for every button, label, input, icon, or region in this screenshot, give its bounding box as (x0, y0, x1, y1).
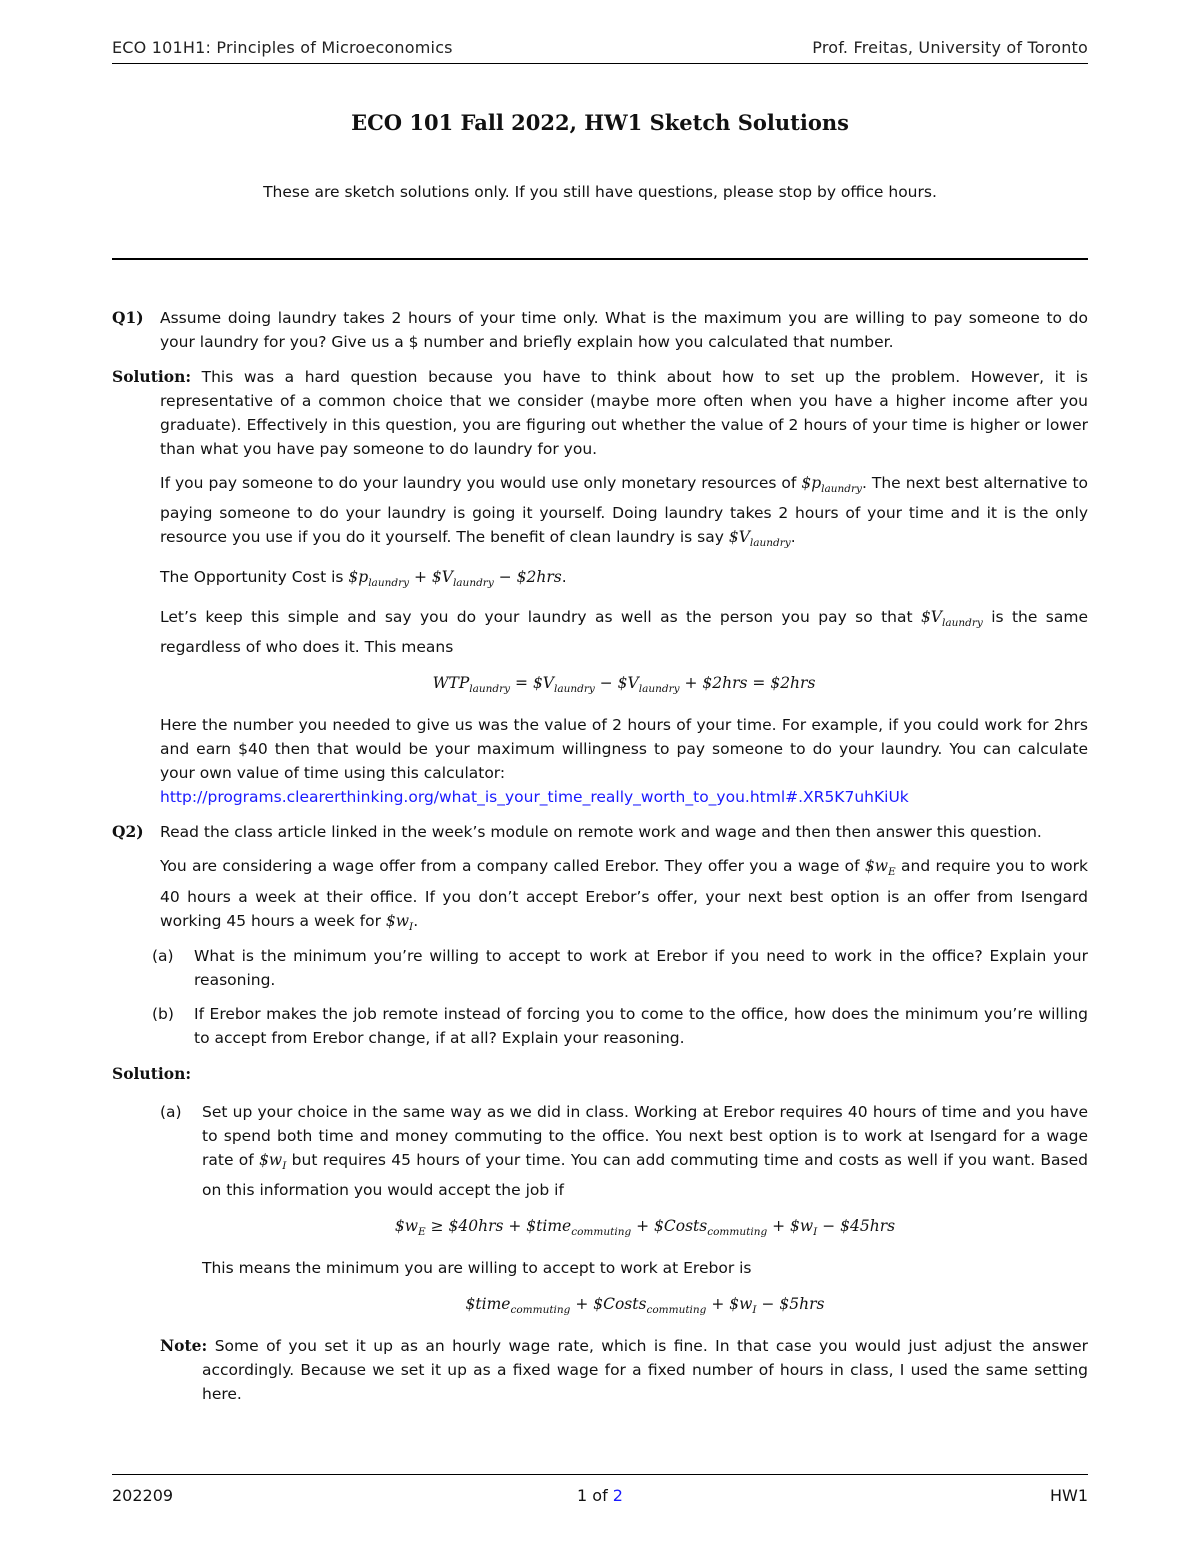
solution-1-p2b: . The next best alternative to paying someone to do your laundry is going it yourself. Doing laundry takes 2 hours of your time and it is the only resource you use if you do it yourself. The benefit of clean laundry is say (160, 474, 1089, 547)
footer-page-total[interactable]: 2 (612, 1486, 623, 1505)
solution-1 (112, 365, 1088, 809)
part-b-text: If Erebor makes the job remote instead of forcing you to come to the office, how does the minimum you’re willing to accept from Erebor change, if at all? Explain your reasoning. (194, 1004, 1088, 1047)
title-rule (112, 258, 1088, 260)
solution-2-label: Solution: (112, 1063, 192, 1083)
part-a-label: (a) (152, 946, 174, 965)
question-2-p1: Read the class article linked in the week’s module on remote work and wage and then then answer this question. (160, 823, 1042, 842)
question-1-text: Assume doing laundry takes 2 hours of your time only. What is the maximum you are willing to pay someone to do your laundry for you? Give us a $ number and briefly explain how you calculated that number. (160, 309, 1088, 351)
calculator-link[interactable] (160, 785, 1088, 809)
note-text: Some of you set it up as an hourly wage rate, which is fine. In that case you would just adjust the answer accordingly. Because we set it up as a fixed wage for a fixed number of hours in class, I used the same setting here. (202, 1336, 1088, 1403)
footer-doc-id: HW1 (1049, 1486, 1088, 1505)
question-2-p2a: You are considering a wage offer from a company called Erebor. They offer you a wage of (160, 857, 865, 876)
accept-condition-equation: $\$w_E$ ≥ $40hrs + $time$_{commuting}$ + $Costs$_{commuting}$ + $\$w_I$ − $45hrs (394, 1216, 896, 1238)
footer-rule (112, 1474, 1088, 1475)
question-2-part-b (152, 1002, 1088, 1050)
page-footer (112, 1486, 1088, 1510)
question-2-part-a (152, 944, 1088, 992)
question-2 (112, 820, 1088, 938)
document-body (112, 306, 1088, 1416)
question-2-p2b: and require you to work 40 hours a week at their office. If you don’t accept Erebor’s offer, your next best option is an offer from Isengard working 45 hours a week for (160, 857, 1088, 930)
solution-2-part-a (160, 1100, 1088, 1322)
solution-1-p2: If you pay someone to do your laundry you would use only monetary resources of $\$p_{laundry}$. The next best alternative to paying someone to do your laundry is going it yourself. Doing laundry takes 2 hours of your time and it is the only resource you use if you do it yourself. The benefit of clean laundry is say $\$V_{laundry}$. (160, 474, 1089, 550)
question-2-p2: You are considering a wage offer from a company called Erebor. They offer you a wage of $\$w_E$ and require you to work 40 hours a week at their office. If you don’t accept Erebor’s offer, your next best option is an offer from Isengard working 45 hours a week for $\$w_I$. (160, 857, 1088, 933)
question-1 (112, 306, 1088, 354)
part-a-text: What is the minimum you’re willing to accept to work at Erebor if you need to work in the office? Explain your reasoning. (194, 946, 1088, 989)
header-rule (112, 63, 1088, 64)
solution-1-label: Solution: (112, 367, 192, 386)
solution-2-a-p1a: Set up your choice in the same way as we did in class. Working at Erebor requires 40 hours of time and you have to spend both time and money commuting to the office. You next best option is to work at Isengard for a wage rate of (202, 1102, 1088, 1169)
page-title: ECO 101 Fall 2022, HW1 Sketch Solutions (351, 110, 849, 135)
solution-1-p5: Here the number you needed to give us was the value of 2 hours of your time. For example, if you could work for 2hrs and earn $40 then that would be your maximum willingness to pay someone to do your laundry. You can calculate your own value of time using this calculator: (160, 716, 1088, 783)
footer-page-number (112, 1486, 1088, 1505)
solution-2-part-a-label: (a) (160, 1102, 182, 1121)
solution-2-a-p1b: but requires 45 hours of your time. You can add commuting time and costs as well if you want. Based on this information you would accept the job if (202, 1150, 1089, 1199)
solution-2-a-p1: Set up your choice in the same way as we did in class. Working at Erebor requires 40 hours of time and you have to spend both time and money commuting to the office. You next best option is to work at Isengard for a wage rate of $\$w_I$ but requires 45 hours of your time. You can add commuting time and costs as well if you want. Based on this information you would accept the job if (202, 1102, 1089, 1199)
footer-page-prefix: 1 of (577, 1486, 613, 1505)
page-subtitle: These are sketch solutions only. If you still have questions, please stop by office hours. (263, 183, 937, 201)
solution-1-p3: The Opportunity Cost is $\$p_{laundry}$ + $\$V_{laundry}$ − $2hrs. (160, 568, 567, 590)
solution-1-p2a: If you pay someone to do your laundry you would use only monetary resources of (160, 474, 802, 492)
solution-1-p4a: Let’s keep this simple and say you do your laundry as well as the person you pay so that (160, 608, 921, 627)
header-instructor: Prof. Freitas, University of Toronto (812, 38, 1088, 57)
solution-2-note (160, 1334, 1088, 1406)
solution-2-a-p2: This means the minimum you are willing to accept to work at Erebor is (202, 1258, 752, 1277)
note-paragraph (160, 1334, 1088, 1406)
solution-1-p3a: The Opportunity Cost is (160, 568, 349, 587)
wtp-equation: $WTP_{laundry}$ = $\$V_{laundry}$ − $\$V_{laundry}$ + $2hrs = $2hrs (432, 674, 816, 696)
calculator-link-text[interactable]: http://programs.clearerthinking.org/what_is_your_time_really_worth_to_you.html#.XR5K7uhKiUk (160, 788, 909, 807)
header-course: ECO 101H1: Principles of Microeconomics (112, 38, 453, 57)
question-2-label: Q2) (112, 822, 144, 842)
solution-1-p1-text: This was a hard question because you have to think about how to set up the problem. However, it is representative of a common choice that we consider (maybe more often when you have a higher income after you graduate). Effectively in this question, you are figuring out whether the value of 2 hours of your time is higher or lower than what you have pay someone to do laundry for you. (160, 368, 1088, 458)
solution-1-p1 (112, 365, 1088, 461)
solution-1-p4: Let’s keep this simple and say you do your laundry as well as the person you pay so that $\$V_{laundry}$ is the same regardless of who does it. This means (160, 608, 1088, 657)
page-header (112, 38, 1088, 62)
part-b-label: (b) (152, 1004, 174, 1023)
question-1-label: Q1) (112, 308, 144, 327)
question-2-parts (112, 944, 1088, 1050)
solution-1-p4b: is the same regardless of who does it. This means (160, 608, 1088, 657)
footer-date: 202209 (112, 1486, 174, 1505)
minimum-wage-equation: $time$_{commuting}$ + $Costs$_{commuting}$ + $\$w_I$ − $5hrs (465, 1294, 825, 1316)
note-label: Note: (160, 1335, 208, 1355)
